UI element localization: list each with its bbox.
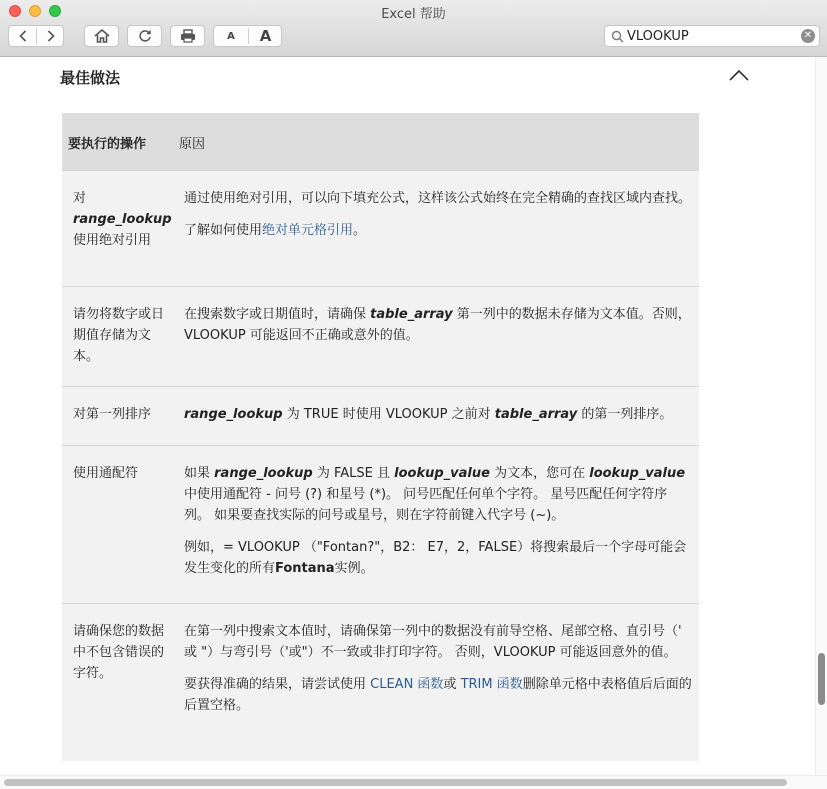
action-cell: 请勿将数字或日期值存储为文本。 — [73, 307, 165, 364]
table-row — [62, 603, 699, 761]
forward-button[interactable] — [37, 26, 64, 46]
help-content — [0, 57, 815, 775]
reason-cell: 如果 range_lookup 为 FALSE 且 lookup_value 为文本，您可在 lookup_value 中使用通配符 - 问号 (?) 和星号 (*)。 问号匹配任何单个字符。 星号匹配任何字符序列。 如果要查找实际的问号或星号，则在字符前键入代字号 (~)。 例如，= VLOOKUP （"Fontan?"，B2： E7，2，FALSE）将搜索最后一个字母可能会发生变化的所有Fontana实例。 — [184, 466, 687, 576]
refresh-icon — [138, 29, 152, 43]
trim-function-link[interactable]: TRIM 函数 — [460, 677, 523, 692]
table-header — [62, 113, 699, 170]
font-large-label: A — [259, 27, 272, 45]
increase-font-button[interactable] — [249, 26, 282, 46]
decrease-font-button[interactable] — [214, 26, 248, 46]
chevron-left-icon — [19, 30, 27, 42]
font-size-segment — [213, 25, 282, 47]
action-cell: 对 range_lookup 使用绝对引用 — [73, 191, 172, 248]
home-icon — [94, 29, 110, 43]
refresh-button[interactable] — [127, 25, 162, 47]
home-button[interactable] — [84, 25, 119, 47]
action-cell: 对第一列排序 — [73, 407, 152, 422]
vertical-scroll-thumb[interactable] — [818, 653, 825, 705]
search-box — [604, 25, 820, 47]
title-bar — [0, 0, 827, 57]
action-cell: 请确保您的数据中不包含错误的字符。 — [73, 624, 165, 681]
table-row — [62, 386, 699, 445]
print-button[interactable] — [170, 25, 205, 47]
horizontal-scrollbar[interactable] — [0, 775, 827, 789]
window-title: Excel 帮助 — [381, 7, 446, 22]
clear-search-icon[interactable]: ✕ — [801, 29, 815, 43]
section-title: 最佳做法 — [60, 69, 121, 87]
best-practices-table — [62, 113, 699, 761]
font-small-label: A — [227, 30, 235, 42]
vertical-scrollbar[interactable] — [815, 57, 827, 775]
reason-cell: 在第一列中搜索文本值时，请确保第一列中的数据没有前导空格、尾部空格、直引号（' 或 "）与弯引号（'或"）不一致或非打印字符。 否则，VLOOKUP 可能返回意外的值。 要获得准确的结果，请尝试使用 CLEAN 函数或 TRIM 函数删除单元格中表格值后后面的后置空格。 — [184, 624, 692, 713]
reason-cell: range_lookup 为 TRUE 时使用 VLOOKUP 之前对 table_array 的第一列排序。 — [184, 407, 673, 422]
search-icon — [611, 30, 624, 43]
printer-icon — [180, 29, 196, 43]
reason-cell: 在搜索数字或日期值时，请确保 table_array 第一列中的数据未存储为文本值。否则，VLOOKUP 可能返回不正确或意外的值。 — [184, 307, 691, 343]
absolute-reference-link[interactable]: 绝对单元格引用 — [262, 223, 354, 238]
table-row — [62, 286, 699, 386]
search-input[interactable] — [627, 28, 797, 44]
column-header-reason: 原因 — [179, 137, 206, 152]
chevron-up-icon[interactable] — [729, 69, 749, 81]
action-cell: 使用通配符 — [73, 466, 139, 481]
reason-cell: 通过使用绝对引用，可以向下填充公式，这样该公式始终在完全精确的查找区域内查找。 了解如何使用绝对单元格引用。 — [184, 191, 692, 238]
chevron-right-icon — [47, 30, 55, 42]
table-row — [62, 445, 699, 603]
back-button[interactable] — [9, 26, 37, 46]
horizontal-scroll-thumb[interactable] — [4, 779, 787, 786]
nav-segment — [8, 25, 64, 47]
column-header-action: 要执行的操作 — [68, 137, 147, 152]
table-row — [62, 170, 699, 286]
clean-function-link[interactable]: CLEAN 函数 — [370, 677, 444, 692]
